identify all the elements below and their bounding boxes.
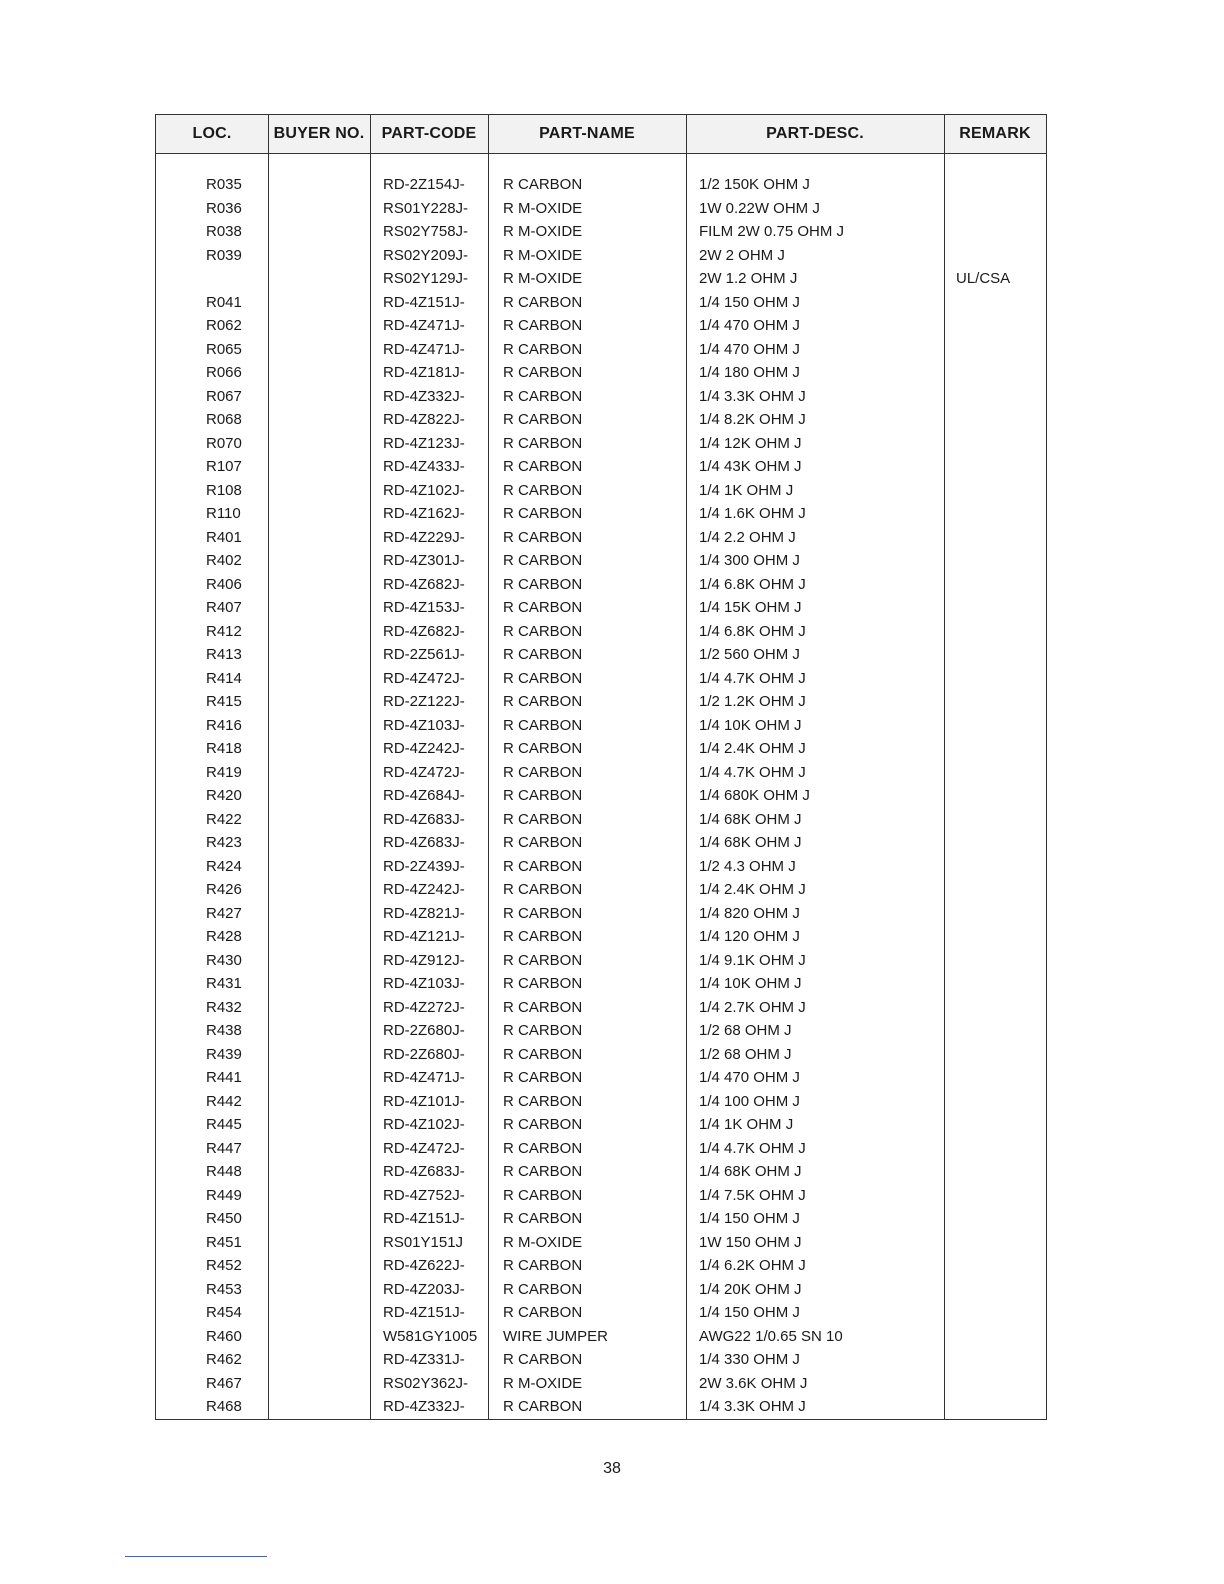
cell-part-code: RD-4Z203J- <box>383 1280 465 1298</box>
table-row <box>156 479 1046 503</box>
table-row <box>156 502 1046 526</box>
table-row <box>156 1113 1046 1137</box>
table-row <box>156 1395 1046 1419</box>
cell-part-code: RD-4Z472J- <box>383 669 465 687</box>
cell-part-code: RD-4Z162J- <box>383 505 465 522</box>
cell-part-code: RD-4Z472J- <box>383 1139 465 1157</box>
cell-part-desc: 1/4 3.3K OHM J <box>699 1398 806 1415</box>
cell-loc: R035 <box>206 176 242 193</box>
cell-part-desc: 1/4 68K OHM J <box>699 810 802 828</box>
cell-loc: R401 <box>206 528 242 546</box>
table-row <box>156 1160 1046 1184</box>
cell-part-code: RS02Y362J- <box>383 1374 469 1392</box>
table-row <box>156 291 1046 315</box>
cell-loc: R039 <box>206 246 242 264</box>
cell-part-desc: AWG22 1/0.65 SN 10 <box>699 1327 843 1345</box>
cell-part-code: RS01Y151J <box>383 1233 464 1251</box>
cell-part-name: R CARBON <box>503 1210 583 1227</box>
table-row <box>156 690 1046 714</box>
cell-part-name: R CARBON <box>503 528 583 546</box>
cell-part-name: R CARBON <box>503 1304 583 1321</box>
cell-loc: R414 <box>206 669 242 687</box>
cell-part-name: R CARBON <box>503 411 583 428</box>
cell-loc: R412 <box>206 622 242 640</box>
cell-part-desc: 1/4 1K OHM J <box>699 1116 794 1133</box>
header-loc: LOC. <box>192 125 232 142</box>
table-row <box>156 1231 1046 1255</box>
table-row <box>156 925 1046 949</box>
cell-loc: R415 <box>206 693 242 710</box>
cell-part-desc: 1/4 3.3K OHM J <box>699 387 806 405</box>
cell-part-desc: 1/4 8.2K OHM J <box>699 411 806 428</box>
cell-part-code: RD-4Z272J- <box>383 998 465 1016</box>
table-row <box>156 361 1046 385</box>
cell-part-desc: 1/4 2.4K OHM J <box>699 881 806 898</box>
cell-part-name: R CARBON <box>503 693 583 710</box>
cell-part-desc: 1/4 150 OHM J <box>699 293 800 311</box>
cell-part-desc: 1/4 470 OHM J <box>699 340 800 358</box>
cell-loc: R453 <box>206 1280 242 1298</box>
cell-part-desc: 2W 2 OHM J <box>699 246 785 264</box>
header-part-desc: PART-DESC. <box>766 125 864 142</box>
cell-part-code: RD-4Z683J- <box>383 1163 465 1180</box>
cell-part-desc: 1/2 1.2K OHM J <box>699 693 806 710</box>
cell-part-name: R CARBON <box>503 669 583 687</box>
cell-part-code: RD-4Z121J- <box>383 928 465 945</box>
cell-part-code: RD-4Z471J- <box>383 317 465 334</box>
cell-part-name: R M-OXIDE <box>503 199 583 217</box>
cell-remark: UL/CSA <box>956 270 1011 287</box>
table-header <box>156 115 1046 154</box>
cell-loc: R449 <box>206 1186 242 1204</box>
cell-loc: R041 <box>206 293 242 311</box>
cell-part-code: RD-4Z103J- <box>383 975 465 992</box>
cell-part-name: R CARBON <box>503 317 583 334</box>
cell-part-desc: 1/4 820 OHM J <box>699 904 800 922</box>
cell-part-name: R CARBON <box>503 1092 583 1110</box>
table-row <box>156 1348 1046 1372</box>
cell-part-name: R CARBON <box>503 599 583 616</box>
cell-part-name: R CARBON <box>503 458 583 475</box>
cell-part-desc: 1/4 470 OHM J <box>699 317 800 334</box>
cell-part-code: RD-4Z471J- <box>383 1069 465 1086</box>
cell-part-code: RD-2Z680J- <box>383 1045 465 1063</box>
cell-loc: R439 <box>206 1045 242 1063</box>
cell-part-name: R CARBON <box>503 763 583 781</box>
cell-loc: R407 <box>206 599 242 616</box>
cell-part-name: R M-OXIDE <box>503 1233 583 1251</box>
cell-part-name: R CARBON <box>503 810 583 828</box>
cell-part-desc: 1/4 20K OHM J <box>699 1280 802 1298</box>
cell-part-desc: 1/4 2.7K OHM J <box>699 998 806 1016</box>
cell-loc: R423 <box>206 834 242 851</box>
cell-loc: R419 <box>206 763 242 781</box>
table-row <box>156 244 1046 268</box>
cell-loc: R431 <box>206 975 242 992</box>
cell-part-desc: 1/4 4.7K OHM J <box>699 1139 806 1157</box>
cell-part-code: RD-4Z821J- <box>383 904 465 922</box>
cell-part-name: R CARBON <box>503 552 583 569</box>
cell-loc: R432 <box>206 998 242 1016</box>
table-row <box>156 761 1046 785</box>
cell-loc: R065 <box>206 340 242 358</box>
cell-part-desc: 1/4 6.2K OHM J <box>699 1257 806 1274</box>
table-row <box>156 831 1046 855</box>
cell-part-code: RD-2Z154J- <box>383 176 465 193</box>
cell-part-name: R CARBON <box>503 1045 583 1063</box>
cell-part-code: RD-4Z229J- <box>383 528 465 546</box>
cell-loc: R462 <box>206 1351 242 1368</box>
cell-loc: R413 <box>206 646 242 663</box>
cell-part-code: RD-4Z332J- <box>383 1398 465 1415</box>
cell-part-desc: 1/4 7.5K OHM J <box>699 1186 806 1204</box>
cell-part-code: RD-4Z153J- <box>383 599 465 616</box>
cell-part-code: RD-2Z561J- <box>383 646 465 663</box>
cell-loc: R468 <box>206 1398 242 1415</box>
table-row <box>156 1301 1046 1325</box>
cell-part-code: RD-4Z622J- <box>383 1257 465 1274</box>
cell-part-desc: 1/4 100 OHM J <box>699 1092 800 1110</box>
cell-part-code: RD-4Z123J- <box>383 434 465 452</box>
cell-part-code: RD-4Z301J- <box>383 552 465 569</box>
cell-part-code: RD-4Z101J- <box>383 1092 465 1110</box>
table-row <box>156 784 1046 808</box>
header-part-name: PART-NAME <box>539 125 635 142</box>
cell-loc: R422 <box>206 810 242 828</box>
cell-part-desc: 1/4 150 OHM J <box>699 1304 800 1321</box>
table-row <box>156 385 1046 409</box>
table-row <box>156 902 1046 926</box>
table-row <box>156 855 1046 879</box>
table-row <box>156 1137 1046 1161</box>
cell-part-code: RD-4Z331J- <box>383 1351 465 1368</box>
cell-part-desc: 1/2 560 OHM J <box>699 646 800 663</box>
cell-part-desc: 1/4 10K OHM J <box>699 975 802 992</box>
cell-part-name: R CARBON <box>503 293 583 311</box>
header-remark: REMARK <box>959 125 1031 142</box>
cell-part-name: R CARBON <box>503 575 583 593</box>
header-part-code: PART-CODE <box>381 125 477 142</box>
cell-loc: R424 <box>206 857 242 875</box>
cell-part-code: RS01Y228J- <box>383 199 469 217</box>
table-row <box>156 549 1046 573</box>
cell-loc: R110 <box>206 505 241 522</box>
cell-part-name: R CARBON <box>503 622 583 640</box>
cell-loc: R418 <box>206 740 242 757</box>
cell-part-name: R CARBON <box>503 176 583 193</box>
cell-part-name: R CARBON <box>503 340 583 358</box>
cell-part-name: R M-OXIDE <box>503 1374 583 1392</box>
header-buyer-no: BUYER NO. <box>273 125 365 142</box>
cell-loc: R442 <box>206 1092 242 1110</box>
cell-part-desc: 1/2 150K OHM J <box>699 176 810 193</box>
cell-part-name: R CARBON <box>503 834 583 851</box>
cell-part-code: RD-4Z242J- <box>383 740 465 757</box>
cell-part-desc: 1/4 43K OHM J <box>699 458 802 475</box>
cell-loc: R447 <box>206 1139 242 1157</box>
table-row <box>156 220 1046 244</box>
table-row <box>156 643 1046 667</box>
cell-part-desc: 1/4 470 OHM J <box>699 1069 800 1086</box>
cell-part-code: RD-4Z682J- <box>383 575 465 593</box>
cell-loc: R416 <box>206 716 242 734</box>
cell-part-name: R CARBON <box>503 505 583 522</box>
cell-loc: R427 <box>206 904 242 922</box>
cell-part-name: R CARBON <box>503 998 583 1016</box>
cell-part-code: RD-4Z151J- <box>383 293 465 311</box>
cell-loc: R450 <box>206 1210 242 1227</box>
cell-loc: R038 <box>206 223 242 240</box>
cell-part-desc: 1/4 120 OHM J <box>699 928 800 945</box>
cell-part-desc: 2W 3.6K OHM J <box>699 1374 808 1392</box>
cell-part-name: R CARBON <box>503 646 583 663</box>
table-row <box>156 1184 1046 1208</box>
table-row <box>156 714 1046 738</box>
table-row <box>156 596 1046 620</box>
cell-loc: R107 <box>206 458 242 475</box>
cell-loc: R108 <box>206 481 242 499</box>
table-row <box>156 972 1046 996</box>
cell-part-name: R CARBON <box>503 787 583 804</box>
cell-part-desc: 1/4 4.7K OHM J <box>699 763 806 781</box>
cell-loc: R070 <box>206 434 242 452</box>
cell-part-name: R CARBON <box>503 740 583 757</box>
table-row <box>156 432 1046 456</box>
cell-part-desc: 1/4 68K OHM J <box>699 1163 802 1180</box>
cell-part-name: R CARBON <box>503 1139 583 1157</box>
cell-part-name: R CARBON <box>503 481 583 499</box>
cell-part-desc: 1/4 680K OHM J <box>699 787 810 804</box>
cell-part-desc: 1/4 10K OHM J <box>699 716 802 734</box>
table-row <box>156 1066 1046 1090</box>
cell-loc: R448 <box>206 1163 242 1180</box>
cell-loc: R420 <box>206 787 242 804</box>
cell-part-desc: 1W 0.22W OHM J <box>699 199 820 217</box>
cell-loc: R406 <box>206 575 242 593</box>
table-row <box>156 1325 1046 1349</box>
cell-part-name: R CARBON <box>503 387 583 405</box>
cell-part-code: RD-4Z103J- <box>383 716 465 734</box>
cell-loc: R062 <box>206 317 242 334</box>
cell-part-code: W581GY1005 <box>383 1327 478 1345</box>
table-row <box>156 1207 1046 1231</box>
cell-loc: R452 <box>206 1257 242 1274</box>
cell-part-code: RD-4Z683J- <box>383 810 465 828</box>
cell-part-desc: 1/4 12K OHM J <box>699 434 802 452</box>
cell-part-desc: 1/4 1.6K OHM J <box>699 505 806 522</box>
cell-part-name: R CARBON <box>503 928 583 945</box>
cell-loc: R460 <box>206 1327 242 1345</box>
cell-part-code: RD-4Z242J- <box>383 881 465 898</box>
page-number: 38 <box>603 1460 621 1477</box>
table-row <box>156 1090 1046 1114</box>
cell-part-code: RD-2Z122J- <box>383 693 465 710</box>
cell-part-desc: 1/4 300 OHM J <box>699 552 800 569</box>
table-row <box>156 173 1046 197</box>
cell-part-code: RD-4Z433J- <box>383 458 465 475</box>
table-row <box>156 1019 1046 1043</box>
table-row <box>156 314 1046 338</box>
cell-loc: R066 <box>206 364 242 381</box>
cell-part-code: RD-2Z680J- <box>383 1022 465 1039</box>
cell-loc: R454 <box>206 1304 242 1321</box>
cell-part-desc: 1/4 9.1K OHM J <box>699 951 806 969</box>
cell-part-desc: 2W 1.2 OHM J <box>699 270 798 287</box>
cell-loc: R430 <box>206 951 242 969</box>
table-row <box>156 1043 1046 1067</box>
cell-loc: R402 <box>206 552 242 569</box>
cell-part-code: RD-2Z439J- <box>383 857 465 875</box>
cell-part-name: R CARBON <box>503 1280 583 1298</box>
parts-list-table <box>155 114 1047 1420</box>
cell-part-desc: 1W 150 OHM J <box>699 1233 802 1251</box>
cell-part-name: R CARBON <box>503 1022 583 1039</box>
table-row <box>156 267 1046 291</box>
table-row <box>156 197 1046 221</box>
cell-loc: R451 <box>206 1233 242 1251</box>
cell-loc: R467 <box>206 1374 242 1392</box>
cell-part-code: RD-4Z181J- <box>383 364 465 381</box>
table-row <box>156 455 1046 479</box>
cell-part-code: RS02Y758J- <box>383 223 469 240</box>
cell-part-name: R M-OXIDE <box>503 246 583 264</box>
cell-part-code: RD-4Z822J- <box>383 411 465 428</box>
cell-part-desc: 1/4 6.8K OHM J <box>699 575 806 593</box>
cell-part-name: R CARBON <box>503 1398 583 1415</box>
cell-part-code: RD-4Z471J- <box>383 340 465 358</box>
cell-part-code: RD-4Z682J- <box>383 622 465 640</box>
table-row <box>156 408 1046 432</box>
cell-part-desc: 1/2 68 OHM J <box>699 1022 792 1039</box>
cell-part-desc: 1/4 330 OHM J <box>699 1351 800 1368</box>
cell-part-code: RD-4Z752J- <box>383 1186 465 1204</box>
table-row <box>156 667 1046 691</box>
cell-part-desc: 1/4 4.7K OHM J <box>699 669 806 687</box>
cell-part-name: R CARBON <box>503 1069 583 1086</box>
cell-part-desc: 1/4 15K OHM J <box>699 599 802 616</box>
cell-part-name: R CARBON <box>503 881 583 898</box>
cell-loc: R428 <box>206 928 242 945</box>
cell-part-name: R CARBON <box>503 434 583 452</box>
table-row <box>156 573 1046 597</box>
footer-rule <box>125 1556 267 1557</box>
cell-loc: R068 <box>206 411 242 428</box>
cell-part-code: RS02Y209J- <box>383 246 469 264</box>
cell-part-code: RD-4Z332J- <box>383 387 465 405</box>
cell-loc: R438 <box>206 1022 242 1039</box>
cell-part-name: R CARBON <box>503 1116 583 1133</box>
table-row <box>156 878 1046 902</box>
cell-loc: R036 <box>206 199 242 217</box>
cell-loc: R426 <box>206 881 242 898</box>
cell-part-code: RD-4Z102J- <box>383 481 465 499</box>
cell-part-code: RD-4Z151J- <box>383 1210 465 1227</box>
table-row <box>156 996 1046 1020</box>
cell-part-code: RD-4Z912J- <box>383 951 465 969</box>
table-row <box>156 526 1046 550</box>
cell-part-desc: 1/4 68K OHM J <box>699 834 802 851</box>
cell-part-name: R CARBON <box>503 1351 583 1368</box>
cell-loc: R445 <box>206 1116 242 1133</box>
table-row <box>156 338 1046 362</box>
cell-part-name: R CARBON <box>503 1186 583 1204</box>
cell-part-desc: 1/2 4.3 OHM J <box>699 857 796 875</box>
cell-part-code: RD-4Z472J- <box>383 763 465 781</box>
cell-part-desc: 1/2 68 OHM J <box>699 1045 792 1063</box>
cell-part-name: R CARBON <box>503 857 583 875</box>
cell-part-name: WIRE JUMPER <box>503 1327 608 1345</box>
cell-part-code: RD-4Z684J- <box>383 787 465 804</box>
cell-part-desc: 1/4 150 OHM J <box>699 1210 800 1227</box>
cell-part-code: RD-4Z683J- <box>383 834 465 851</box>
cell-loc: R441 <box>206 1069 242 1086</box>
table-row <box>156 1372 1046 1396</box>
cell-part-desc: 1/4 6.8K OHM J <box>699 622 806 640</box>
cell-part-name: R CARBON <box>503 1257 583 1274</box>
cell-part-desc: FILM 2W 0.75 OHM J <box>699 223 845 240</box>
cell-part-desc: 1/4 2.4K OHM J <box>699 740 806 757</box>
table-row <box>156 737 1046 761</box>
table-row <box>156 808 1046 832</box>
cell-part-name: R CARBON <box>503 975 583 992</box>
cell-part-code: RD-4Z151J- <box>383 1304 465 1321</box>
cell-part-desc: 1/4 1K OHM J <box>699 481 794 499</box>
cell-part-name: R CARBON <box>503 364 583 381</box>
table-row <box>156 1278 1046 1302</box>
cell-part-code: RS02Y129J- <box>383 270 469 287</box>
cell-part-desc: 1/4 180 OHM J <box>699 364 800 381</box>
cell-part-desc: 1/4 2.2 OHM J <box>699 528 796 546</box>
cell-part-name: R CARBON <box>503 1163 583 1180</box>
cell-loc: R067 <box>206 387 242 405</box>
cell-part-name: R CARBON <box>503 716 583 734</box>
table-row <box>156 620 1046 644</box>
cell-part-name: R CARBON <box>503 951 583 969</box>
table-row <box>156 949 1046 973</box>
cell-part-code: RD-4Z102J- <box>383 1116 465 1133</box>
cell-part-name: R M-OXIDE <box>503 270 583 287</box>
cell-part-name: R M-OXIDE <box>503 223 583 240</box>
cell-part-name: R CARBON <box>503 904 583 922</box>
table-row <box>156 1254 1046 1278</box>
